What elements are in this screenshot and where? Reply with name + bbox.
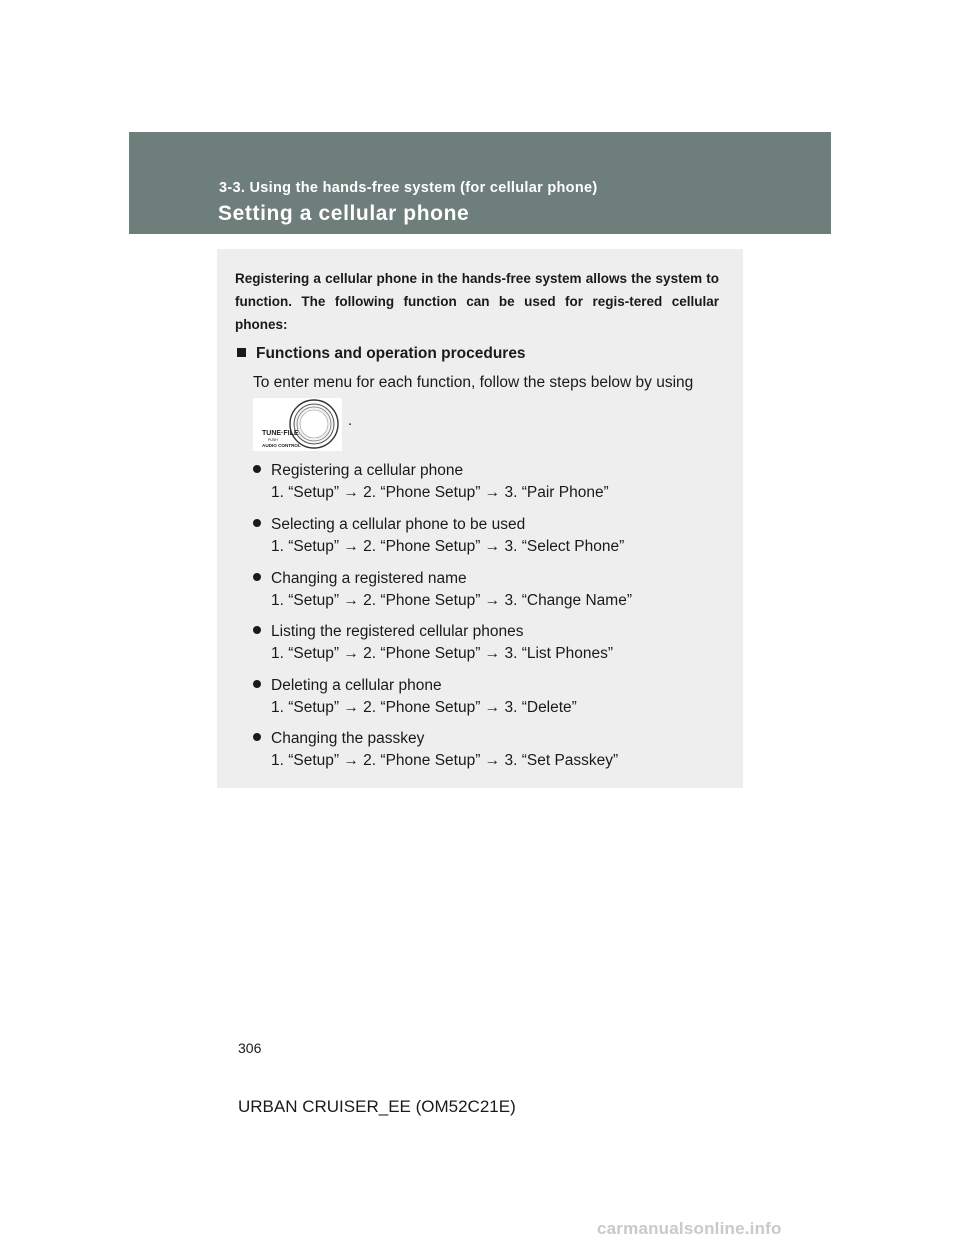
item-steps: 1. “Setup” → 2. “Phone Setup” → 3. “List Phones” bbox=[271, 645, 614, 662]
bullet-icon bbox=[253, 680, 261, 688]
list-item bbox=[253, 621, 723, 665]
section-header bbox=[129, 132, 831, 234]
bullet-icon bbox=[253, 733, 261, 741]
knob-label-push: PUSH bbox=[268, 438, 278, 442]
subheading bbox=[237, 345, 526, 363]
bullet-icon bbox=[253, 626, 261, 634]
item-name: Selecting a cellular phone to be used bbox=[271, 516, 526, 533]
knob-drawing bbox=[253, 398, 342, 451]
list-item bbox=[253, 675, 723, 719]
info-box bbox=[217, 249, 743, 788]
item-name: Deleting a cellular phone bbox=[271, 677, 442, 694]
list-item bbox=[253, 514, 723, 558]
watermark: carmanualsonline.info bbox=[597, 1219, 782, 1238]
item-steps: 1. “Setup” → 2. “Phone Setup” → 3. “Change Name” bbox=[271, 592, 632, 609]
bullet-icon bbox=[253, 573, 261, 581]
item-name: Registering a cellular phone bbox=[271, 462, 464, 479]
item-name: Listing the registered cellular phones bbox=[271, 623, 524, 640]
menu-instruction: To enter menu for each function, follow the steps below by using bbox=[253, 374, 694, 391]
list-item bbox=[253, 728, 723, 772]
list-item bbox=[253, 568, 723, 612]
item-name: Changing a registered name bbox=[271, 570, 467, 587]
knob-label-main: TUNE·FILE bbox=[262, 430, 299, 437]
tune-file-knob-icon bbox=[253, 398, 342, 451]
bullet-icon bbox=[253, 519, 261, 527]
page-title: Setting a cellular phone bbox=[218, 202, 470, 225]
item-name: Changing the passkey bbox=[271, 730, 425, 747]
bullet-icon bbox=[253, 465, 261, 473]
sentence-period: . bbox=[348, 412, 353, 429]
footer-model-code: URBAN CRUISER_EE (OM52C21E) bbox=[238, 1097, 516, 1116]
list-item bbox=[253, 460, 723, 504]
square-bullet-icon bbox=[237, 348, 246, 357]
item-steps: 1. “Setup” → 2. “Phone Setup” → 3. “Pair Phone” bbox=[271, 484, 609, 501]
section-label: 3-3. Using the hands-free system (for cellular phone) bbox=[219, 180, 598, 196]
item-steps: 1. “Setup” → 2. “Phone Setup” → 3. “Set Passkey” bbox=[271, 752, 619, 769]
knob-label-sub: AUDIO CONTROL bbox=[262, 443, 301, 448]
subheading-text: Functions and operation procedures bbox=[256, 345, 526, 362]
intro-text: Registering a cellular phone in the hands-free system allows the system to function. The following function can be used for regis-tered cellular phones: bbox=[235, 271, 719, 332]
page-number: 306 bbox=[238, 1040, 262, 1056]
item-steps: 1. “Setup” → 2. “Phone Setup” → 3. “Select Phone” bbox=[271, 538, 625, 555]
item-steps: 1. “Setup” → 2. “Phone Setup” → 3. “Delete” bbox=[271, 699, 577, 716]
